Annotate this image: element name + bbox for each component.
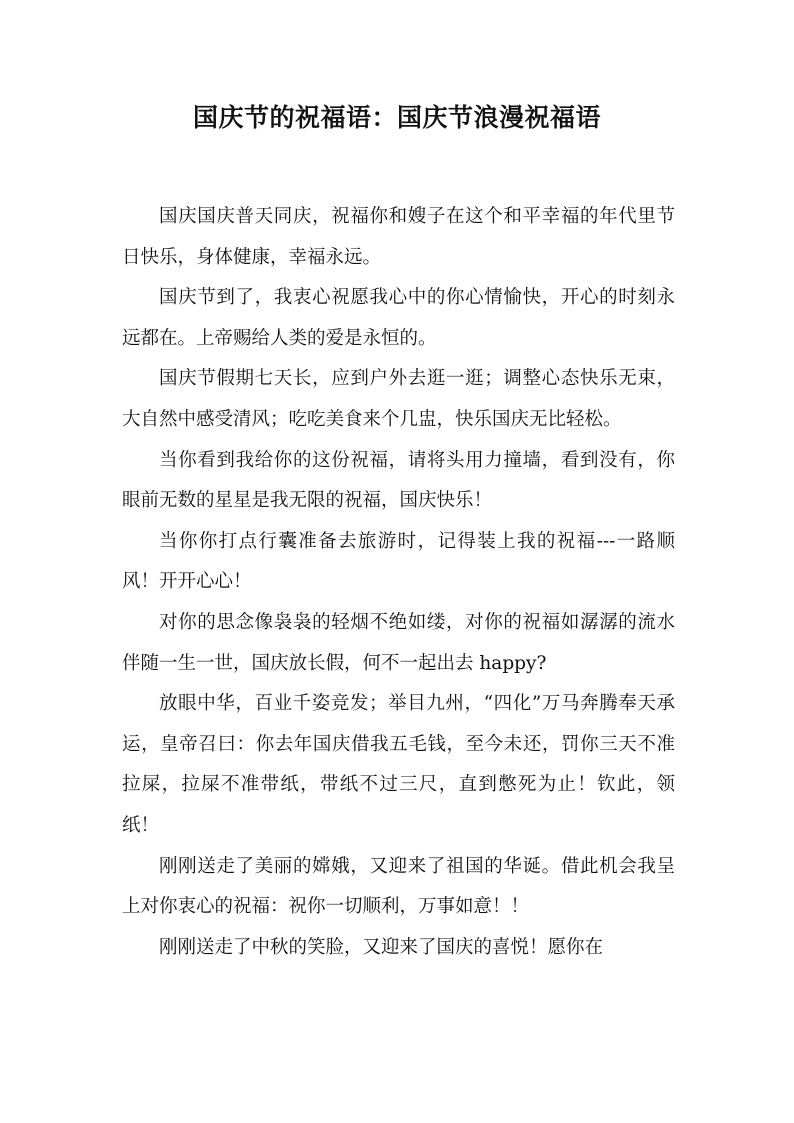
paragraph-5: 当你你打点行囊准备去旅游时，记得装上我的祝福---一路顺风！开开心心！	[122, 530, 675, 593]
paragraph-7: 放眼中华，百业千姿竞发；举目九州，“四化”万马奔腾奉天承运，皇帝召曰：你去年国庆借我五毛钱，至今未还，罚你三天不准拉屎，拉屎不准带纸，带纸不过三尺，直到憋死为止！钦此，领纸！	[122, 693, 675, 836]
paragraph-3: 国庆节假期七天长，应到户外去逛一逛；调整心态快乐无束，大自然中感受清风；吃吃美食来个几盅，快乐国庆无比轻松。	[122, 368, 675, 430]
document-title: 国庆节的祝福语：国庆节浪漫祝福语	[192, 103, 601, 132]
document-body	[122, 197, 675, 968]
paragraph-9: 刚刚送走了中秋的笑脸，又迎来了国庆的喜悦！愿你在	[159, 936, 604, 958]
paragraph-1: 国庆国庆普天同庆，祝福你和嫂子在这个和平幸福的年代里节日快乐，身体健康，幸福永远。	[122, 206, 675, 268]
paragraph-4: 当你看到我给你的这份祝福，请将头用力撞墙，看到没有，你眼前无数的星星是我无限的祝福，国庆快乐！	[122, 449, 675, 512]
paragraph-6: 对你的思念像袅袅的轻烟不绝如缕，对你的祝福如潺潺的流水伴随一生一世，国庆放长假，何不一起出去 happy?	[122, 611, 675, 674]
paragraph-8: 刚刚送走了美丽的嫦娥，又迎来了祖国的华诞。借此机会我呈上对你衷心的祝福：祝你一切顺利，万事如意！！	[122, 855, 675, 918]
paragraph-2: 国庆节到了，我衷心祝愿我心中的你心情愉快，开心的时刻永远都在。上帝赐给人类的爱是永恒的。	[122, 287, 675, 349]
